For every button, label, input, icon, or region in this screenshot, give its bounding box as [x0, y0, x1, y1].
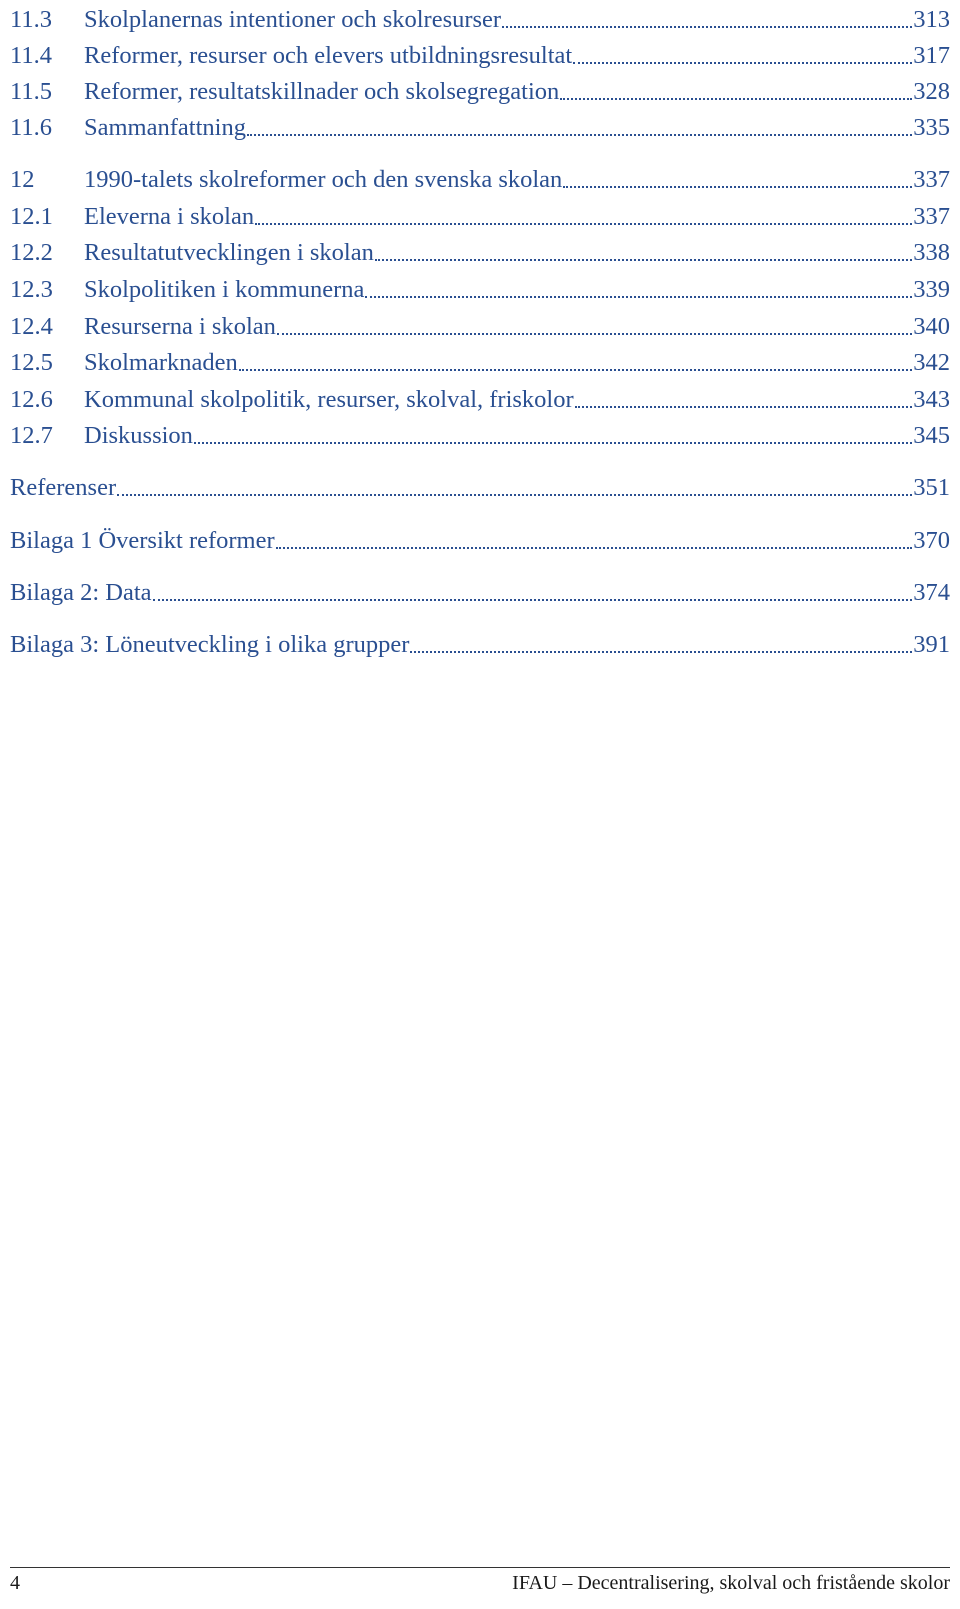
- dot-leader: [153, 598, 913, 601]
- toc-entry-title: Skolpolitiken i kommunerna: [84, 276, 365, 303]
- toc-entry-title: Sammanfattning: [84, 114, 246, 141]
- toc-entry-number: 11.5: [10, 78, 52, 105]
- toc-entry-title: Skolmarknaden: [84, 349, 238, 376]
- toc-entry-page: 351: [913, 474, 950, 501]
- toc-entry-number: 12: [10, 166, 35, 193]
- toc-entry-page: 343: [913, 386, 950, 413]
- toc-entry-title: Eleverna i skolan: [84, 203, 255, 230]
- toc-entry-title: Kommunal skolpolitik, resurser, skolval, friskolor: [84, 386, 574, 413]
- dot-leader: [276, 546, 913, 549]
- page-number: 4: [10, 1572, 20, 1594]
- toc-entry-page: 328: [913, 78, 950, 105]
- toc-entry-title: Diskussion: [84, 422, 193, 449]
- toc-entry[interactable]: [10, 72, 950, 106]
- toc-entry-number: 12.2: [10, 239, 53, 266]
- dot-leader: [117, 493, 912, 496]
- dot-leader: [194, 441, 912, 444]
- toc-entry[interactable]: [10, 270, 950, 304]
- toc-entry-title: Skolplanernas intentioner och skolresurser: [84, 6, 502, 33]
- toc-entry[interactable]: [10, 36, 950, 70]
- toc-entry-number: 12.6: [10, 386, 53, 413]
- dot-leader: [502, 25, 912, 28]
- toc-entry-title: Referenser: [10, 474, 117, 501]
- toc-entry[interactable]: [10, 416, 950, 450]
- toc-entry-number: 12.3: [10, 276, 53, 303]
- toc-entry[interactable]: [10, 233, 950, 267]
- toc-entry-page: 337: [913, 166, 950, 193]
- toc-entry-title: 1990-talets skolreformer och den svenska skolan: [84, 166, 563, 193]
- toc-entry[interactable]: [10, 380, 950, 414]
- toc-entry-number: 11.3: [10, 6, 52, 33]
- toc-entry-page: 317: [913, 42, 950, 69]
- toc-entry-number: 12.7: [10, 422, 53, 449]
- toc-entry-page: 313: [913, 6, 950, 33]
- toc-entry-page: 340: [913, 313, 950, 340]
- toc-entry-title: Bilaga 3: Löneutveckling i olika grupper: [10, 631, 410, 658]
- toc-entry-number: 11.6: [10, 114, 52, 141]
- toc-section-entry[interactable]: [10, 521, 950, 555]
- toc-entry[interactable]: [10, 108, 950, 142]
- dot-leader: [255, 222, 912, 225]
- dot-leader: [575, 405, 913, 408]
- dot-leader: [573, 61, 912, 64]
- toc-entry-number: 11.4: [10, 42, 52, 69]
- toc-entry[interactable]: [10, 197, 950, 231]
- toc-entry-number: 12.1: [10, 203, 53, 230]
- toc-entry-page: 374: [913, 579, 950, 606]
- toc-entry-title: Resultatutvecklingen i skolan: [84, 239, 374, 266]
- toc-entry[interactable]: [10, 307, 950, 341]
- dot-leader: [365, 295, 912, 298]
- toc-entry-title: Resurserna i skolan: [84, 313, 276, 340]
- toc-entry-title: Reformer, resultatskillnader och skolsegregation: [84, 78, 560, 105]
- toc-entry-page: 345: [913, 422, 950, 449]
- toc-entry-number: 12.5: [10, 349, 53, 376]
- toc-entry[interactable]: [10, 0, 950, 34]
- dot-leader: [410, 650, 912, 653]
- dot-leader: [560, 97, 912, 100]
- running-title: IFAU – Decentralisering, skolval och fristående skolor: [512, 1572, 950, 1594]
- dot-leader: [239, 368, 912, 371]
- toc-entry-page: 335: [913, 114, 950, 141]
- toc-entry-page: 337: [913, 203, 950, 230]
- toc-entry-page: 370: [913, 527, 950, 554]
- toc-entry-title: Bilaga 2: Data: [10, 579, 152, 606]
- page-footer: [10, 1567, 950, 1598]
- toc-entry-page: 391: [913, 631, 950, 658]
- toc-entry-page: 338: [913, 239, 950, 266]
- toc-entry-title: Reformer, resurser och elevers utbildningsresultat: [84, 42, 573, 69]
- dot-leader: [375, 258, 912, 261]
- dot-leader: [247, 133, 912, 136]
- toc-section-entry[interactable]: [10, 573, 950, 607]
- toc-entry-page: 342: [913, 349, 950, 376]
- toc-entry-number: 12.4: [10, 313, 53, 340]
- dot-leader: [277, 332, 912, 335]
- dot-leader: [563, 185, 912, 188]
- toc-section-entry[interactable]: [10, 625, 950, 659]
- toc-entry-title: Bilaga 1 Översikt reformer: [10, 527, 275, 554]
- toc-entry[interactable]: [10, 343, 950, 377]
- toc-entry-page: 339: [913, 276, 950, 303]
- toc-section-entry[interactable]: [10, 468, 950, 502]
- toc-chapter-entry[interactable]: [10, 160, 950, 194]
